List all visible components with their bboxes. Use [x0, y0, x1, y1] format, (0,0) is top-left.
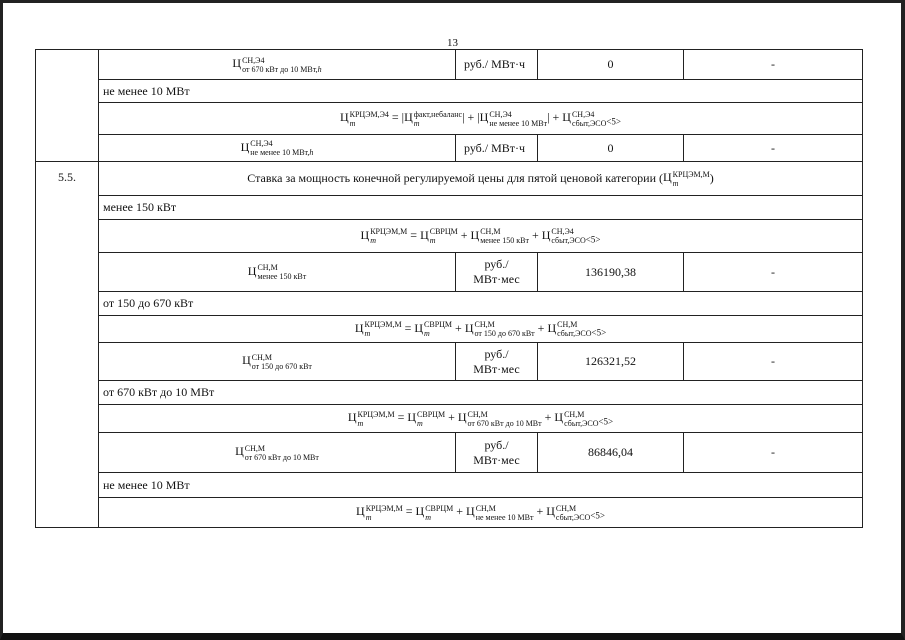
- formula-cell: [99, 220, 863, 253]
- table-row: [36, 433, 863, 473]
- dash-cell: -: [684, 135, 863, 162]
- formula: Ц КРЦЭМ,Э4 m = |Ц факт,небаланс m | + |Ц СН,Э4 не менее 10 МВт | + Ц СН,Э4 сбыт,ЭСО $_{<5>}$: [339, 109, 622, 128]
- section-heading: Ставка за мощность конечной регулируемой цены для пятой ценовой категории (Ц КРЦЭМ,М m ): [99, 162, 863, 196]
- section-number: 5.5.: [36, 162, 99, 528]
- unit-cell: руб./ МВт·мес: [456, 253, 538, 292]
- unit-cell: руб./ МВт·мес: [456, 433, 538, 473]
- table-row: [36, 498, 863, 528]
- subgroup-label: не менее 10 МВт: [99, 80, 863, 103]
- table-row: [36, 196, 863, 220]
- subgroup-label: от 150 до 670 кВт: [99, 292, 863, 316]
- table-row: [36, 292, 863, 316]
- rate-symbol: Ц СН,Э4 не менее 10 МВт,h: [240, 139, 314, 157]
- subgroup-label: не менее 10 МВт: [99, 473, 863, 498]
- table-row: [36, 253, 863, 292]
- table-row: [36, 80, 863, 103]
- tariff-table: [35, 49, 863, 528]
- rate-symbol-cell: [99, 433, 456, 473]
- table-row: [36, 343, 863, 381]
- formula-cell: [99, 103, 863, 135]
- formula: Ц КРЦЭМ,М m = Ц СВРЦМ m + Ц СН,М от 670 кВт до 10 МВт + Ц СН,М сбыт,ЭСО $_{<5>}$: [347, 409, 614, 428]
- dash-cell: -: [684, 433, 863, 473]
- rate-symbol-cell: [99, 253, 456, 292]
- rate-symbol-cell: [99, 50, 456, 80]
- formula: Ц КРЦЭМ,М m = Ц СВРЦМ m + Ц СН,М не менее 10 МВт + Ц СН,М сбыт,ЭСО $_{<5>}$: [356, 503, 605, 522]
- number-cell: [36, 50, 99, 162]
- formula-cell: [99, 405, 863, 433]
- dash-cell: -: [684, 50, 863, 80]
- subgroup-label: от 670 кВт до 10 МВт: [99, 381, 863, 405]
- value-cell: 0: [538, 135, 684, 162]
- unit-cell: руб./ МВт·ч: [456, 135, 538, 162]
- table-row: [36, 135, 863, 162]
- rate-symbol: Ц СН,М менее 150 кВт: [247, 263, 307, 281]
- subgroup-label: менее 150 кВт: [99, 196, 863, 220]
- value-cell: 126321,52: [538, 343, 684, 381]
- table-row: [36, 162, 863, 196]
- page-number: 13: [447, 37, 458, 49]
- value-cell: 86846,04: [538, 433, 684, 473]
- table-row: [36, 405, 863, 433]
- table-row: [36, 50, 863, 80]
- rate-symbol: Ц СН,М от 150 до 670 кВт: [242, 352, 312, 371]
- formula: Ц КРЦЭМ,М m = Ц СВРЦМ m + Ц СН,М менее 150 кВт + Ц СН,Э4 сбыт,ЭСО $_{<5>}$: [360, 227, 601, 245]
- table-row: [36, 316, 863, 343]
- table-row: [36, 220, 863, 253]
- rate-symbol-cell: [99, 343, 456, 381]
- formula: Ц КРЦЭМ,М m = Ц СВРЦМ m + Ц СН,М от 150 до 670 кВт + Ц СН,М сбыт,ЭСО $_{<5>}$: [354, 320, 607, 338]
- unit-cell: руб./ МВт·ч: [456, 50, 538, 80]
- table-row: [36, 381, 863, 405]
- rate-symbol-cell: [99, 135, 456, 162]
- table-row: [36, 473, 863, 498]
- value-cell: 0: [538, 50, 684, 80]
- rate-symbol: Ц СН,М от 670 кВт до 10 МВт: [235, 443, 319, 462]
- dash-cell: -: [684, 253, 863, 292]
- value-cell: 136190,38: [538, 253, 684, 292]
- unit-cell: руб./ МВт·мес: [456, 343, 538, 381]
- dash-cell: -: [684, 343, 863, 381]
- rate-symbol: Ц СН,Э4 от 670 кВт до 10 МВт,h: [232, 55, 322, 74]
- formula-cell: [99, 316, 863, 343]
- formula-cell: [99, 498, 863, 528]
- table-row: [36, 103, 863, 135]
